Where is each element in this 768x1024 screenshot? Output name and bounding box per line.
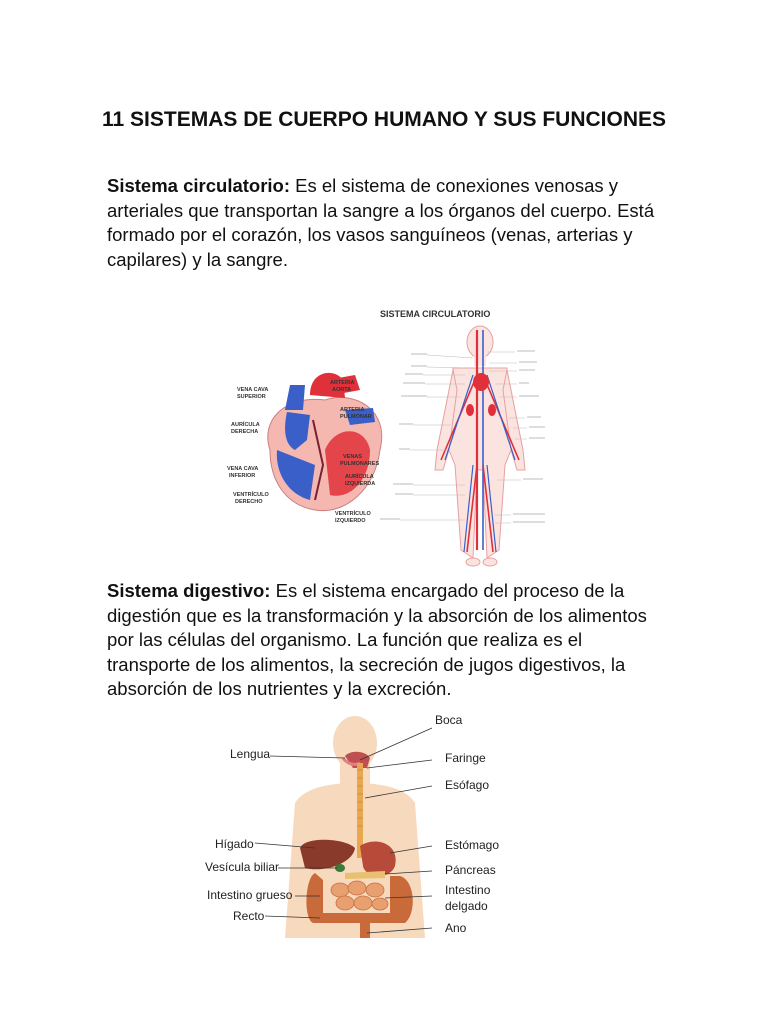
- label-auricula-derecha-1: AURÍCULA: [231, 422, 260, 428]
- label-venas-pulmonares-1: VENAS: [343, 454, 362, 460]
- label-auricula-izquierda-1: AURÍCULA: [345, 474, 374, 480]
- label-boca: Boca: [435, 713, 463, 727]
- digestive-system-figure: [195, 708, 525, 938]
- label-vesicula-biliar: Vesícula biliar: [205, 860, 280, 874]
- digestive-illustration: [195, 708, 525, 938]
- circulatory-body: Es el sistema de conexiones venosas y arteriales que transportan la sangre a los órganos del cuerpo. Está formado por el corazón, los vasos sanguíneos (venas, arterias y capilares) y la sangre.: [107, 175, 655, 270]
- page-title: 11 SISTEMAS DE CUERPO HUMANO Y SUS FUNCIONES: [102, 108, 666, 131]
- digestive-paragraph: [107, 579, 667, 702]
- label-estomago: Estómago: [445, 838, 500, 852]
- label-venas-pulmonares-2: PULMONARES: [340, 461, 380, 467]
- label-arteria-aorta-2: AORTA: [332, 387, 352, 393]
- label-vena-cava-inferior-2: INFERIOR: [229, 473, 256, 479]
- label-esofago: Esófago: [445, 778, 490, 792]
- label-arteria-aorta-1: ARTERIA: [330, 380, 355, 386]
- label-vena-cava-inferior-1: VENA CAVA: [227, 466, 259, 472]
- label-arteria-pulmonar-2: PULMONAR: [340, 414, 372, 420]
- circulatory-heading: Sistema circulatorio:: [107, 175, 291, 196]
- label-vena-cava-superior-1: VENA CAVA: [237, 387, 269, 393]
- label-auricula-derecha-2: DERECHA: [231, 429, 259, 435]
- label-arteria-pulmonar-1: ARTERIA: [340, 407, 365, 413]
- digestive-body: Es el sistema encargado del proceso de la digestión que es la transformación y la absorción de los alimentos por las células del organismo. La función que realiza es el transporte de los alimentos, la secreción de jugos digestivos, la absorción de los nutrientes y la excreción.: [107, 580, 647, 699]
- label-intestino-delgado-1: Intestino: [445, 883, 491, 897]
- circulatory-system-figure: [215, 300, 560, 572]
- label-lengua: Lengua: [230, 747, 271, 761]
- label-faringe: Faringe: [445, 751, 486, 765]
- label-higado: Hígado: [215, 837, 254, 851]
- label-auricula-izquierda-2: IZQUIERDA: [345, 481, 376, 487]
- label-intestino-delgado-2: delgado: [445, 899, 488, 913]
- label-ventriculo-derecho-1: VENTRÍCULO: [233, 492, 269, 498]
- label-ventriculo-izquierdo-2: IZQUIERDO: [335, 518, 366, 524]
- label-pancreas: Páncreas: [445, 863, 496, 877]
- digestive-heading: Sistema digestivo:: [107, 580, 271, 601]
- circulatory-illustration: [215, 300, 560, 572]
- body-vessels-illustration: [380, 326, 545, 566]
- heart-illustration: [268, 373, 382, 511]
- circulatory-paragraph: [107, 174, 667, 272]
- label-recto: Recto: [233, 909, 265, 923]
- label-intestino-grueso: Intestino grueso: [207, 888, 293, 902]
- label-vena-cava-superior-2: SUPERIOR: [237, 394, 266, 400]
- label-ventriculo-derecho-2: DERECHO: [235, 499, 263, 505]
- label-ano: Ano: [445, 921, 467, 935]
- circulatory-figure-title: SISTEMA CIRCULATORIO: [380, 309, 491, 319]
- label-ventriculo-izquierdo-1: VENTRÍCULO: [335, 511, 371, 517]
